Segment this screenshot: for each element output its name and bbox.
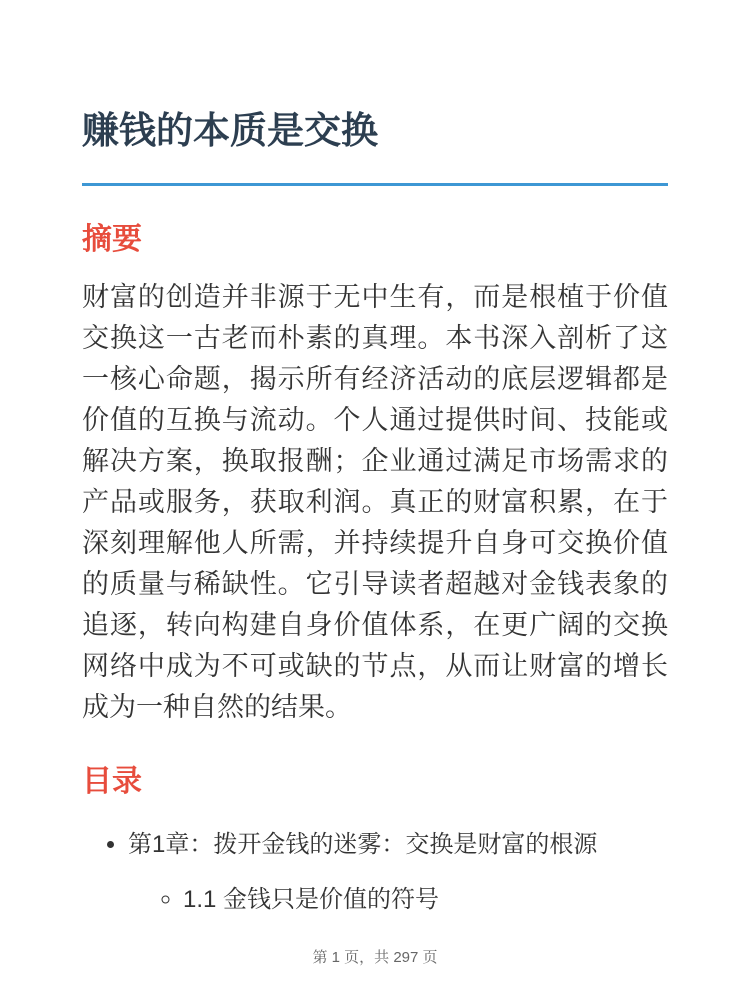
toc-list	[82, 828, 668, 917]
toc-chapter-label: 第1章：拨开金钱的迷雾：交换是财富的根源	[128, 831, 598, 858]
page-title: 赚钱的本质是交换	[82, 110, 378, 151]
toc-heading: 目录	[82, 765, 142, 798]
abstract-paragraph: 财富的创造并非源于无中生有，而是根植于价值交换这一古老而朴素的真理。本书深入剖析了这一核心命题，揭示所有经济活动的底层逻辑都是价值的互换与流动。个人通过提供时间、技能或解决方案，换取报酬；企业通过满足市场需求的产品或服务，获取利润。真正的财富积累，在于深刻理解他人所需，并持续提升自身可交换价值的质量与稀缺性。它引导读者超越对金钱表象的追逐，转向构建自身价值体系，在更广阔的交换网络中成为不可或缺的节点，从而让财富的增长成为一种自然的结果。	[82, 282, 668, 722]
toc-sublist	[128, 883, 668, 917]
abstract-heading: 摘要	[82, 223, 142, 256]
page-number-indicator: 第 1 页，共 297 页	[312, 949, 438, 966]
toc-section-item	[183, 883, 668, 917]
toc-section-label: 1.1 金钱只是价值的符号	[183, 886, 440, 913]
title-divider	[82, 183, 668, 186]
toc-chapter-item	[128, 828, 668, 917]
